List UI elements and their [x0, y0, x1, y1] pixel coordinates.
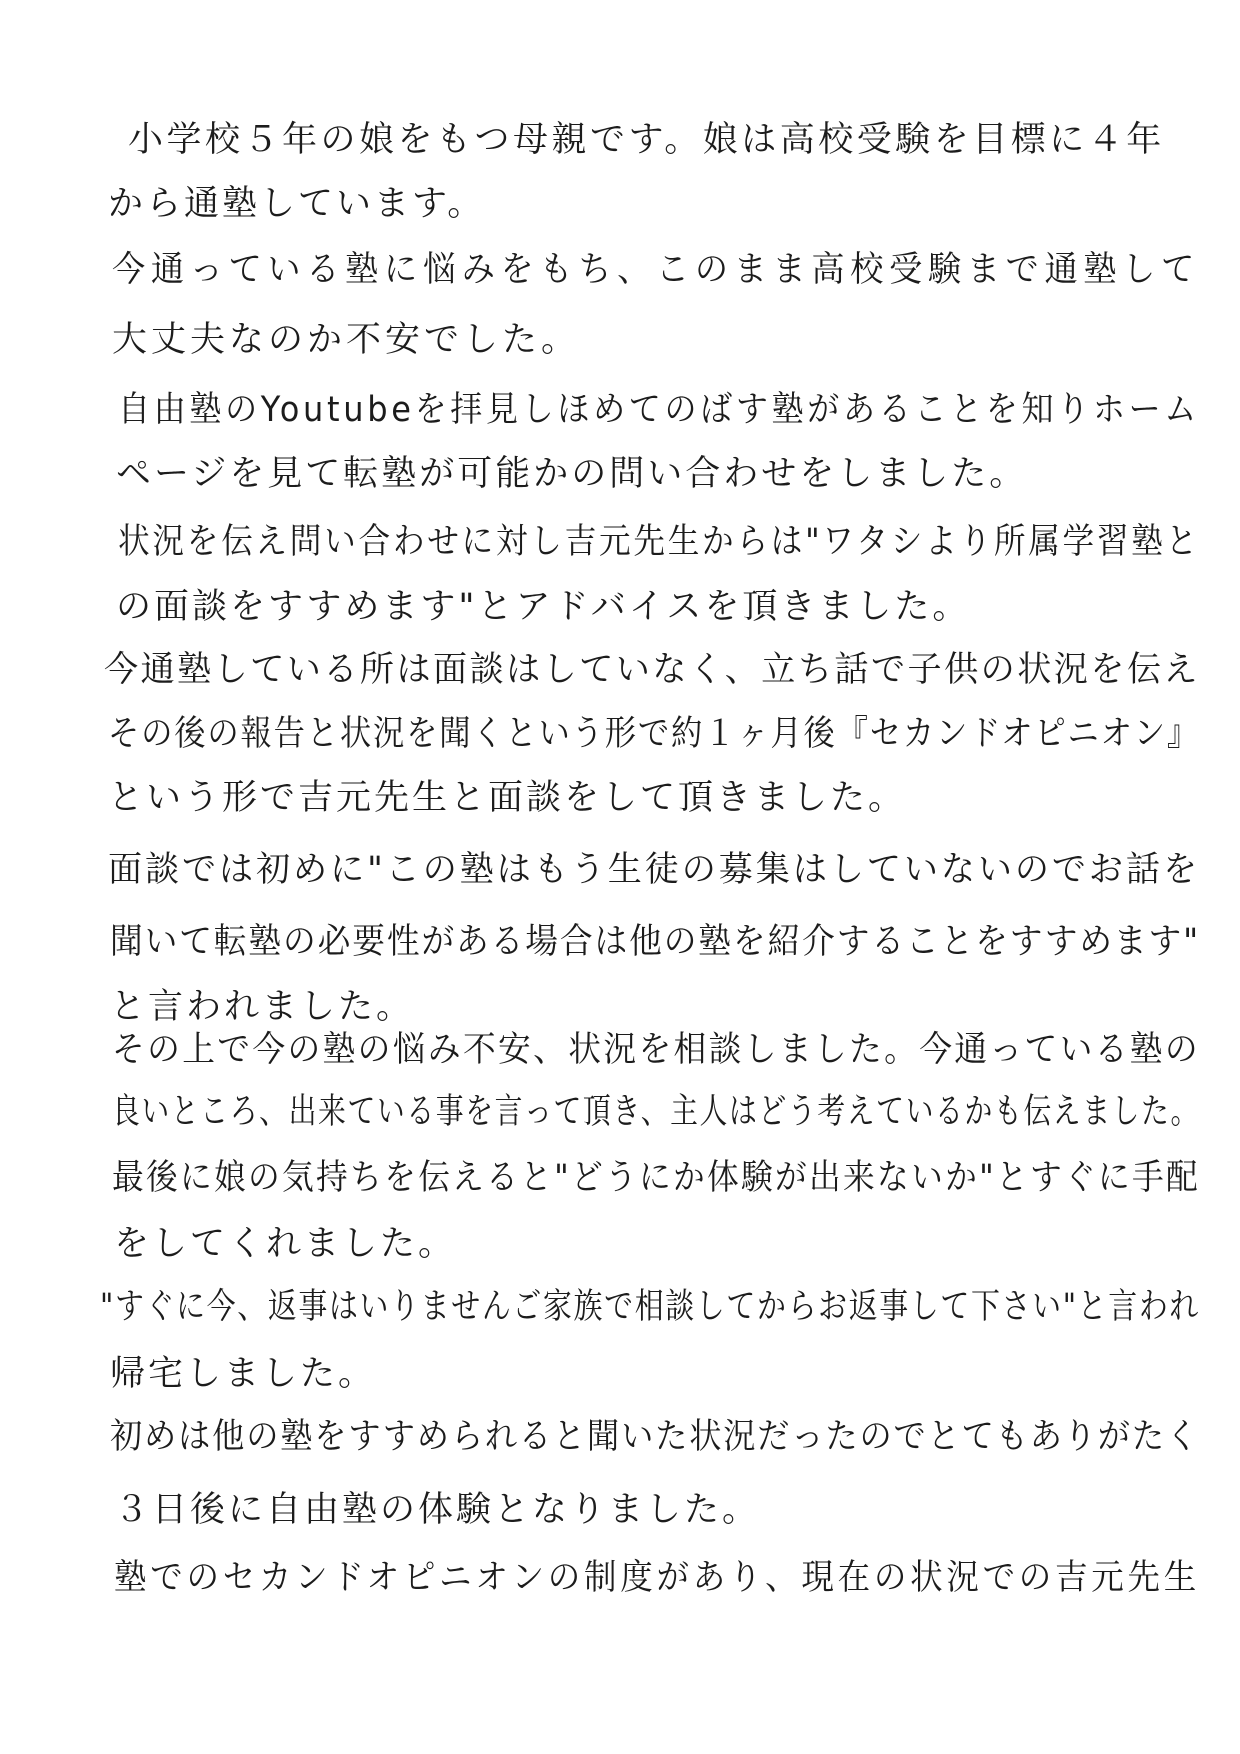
letter-line: 自由塾のYoutubeを拝見しほめてのばす塾があることを知りホーム: [118, 390, 1201, 430]
letter-line: ページを見て転塾が可能かの問い合わせをしました。: [116, 454, 1028, 494]
letter-line: 今通塾している所は面談はしていなく、立ち話で子供の状況を伝え: [104, 650, 1200, 690]
letter-line: ３日後に自由塾の体験となりました。: [114, 1490, 761, 1530]
letter-line: 帰宅しました。: [110, 1354, 377, 1394]
letter-line: と言われました。: [110, 987, 415, 1027]
letter-line: "すぐに今、返事はいりませんご家族で相談してからお返事して下さい"と言われ: [100, 1287, 1200, 1327]
letter-line: 面談では初めに"この塾はもう生徒の募集はしていないのでお話を: [108, 850, 1200, 890]
letter-line: をしてくれました。: [114, 1224, 457, 1264]
letter-line: 状況を伝え問い合わせに対し吉元先生からは"ワタシより所属学習塾と: [118, 522, 1200, 562]
letter-line: 聞いて転塾の必要性がある場合は他の塾を紹介することをすすめます": [110, 922, 1201, 962]
letter-line: という形で吉元先生と面談をして頂きました。: [108, 778, 907, 818]
letter-line: 大丈夫なのか不安でした。: [112, 320, 581, 360]
letter-line: 小学校５年の娘をもつ母親です。娘は高校受験を目標に４年: [128, 120, 1165, 160]
letter-line: 良いところ、出来ている事を言って頂き、主人はどう考えているかも伝えました。: [112, 1092, 1200, 1132]
letter-line: その後の報告と状況を聞くという形で約１ヶ月後『セカンドオピニオン』: [108, 714, 1200, 754]
letter-line: その上で今の塾の悩み不安、状況を相談しました。今通っている塾の: [112, 1030, 1200, 1070]
letter-line: から通塾しています。: [108, 184, 486, 224]
letter-line: 塾でのセカンドオピニオンの制度があり、現在の状況での吉元先生: [114, 1558, 1200, 1598]
letter-line: 最後に娘の気持ちを伝えると"どうにか体験が出来ないか"とすぐに手配: [112, 1158, 1201, 1198]
letter-line: 初めは他の塾をすすめられると聞いた状況だったのでとてもありがたく: [110, 1417, 1200, 1457]
letter-line: 今通っている塾に悩みをもち、このまま高校受験まで通塾して: [112, 250, 1200, 290]
letter-line: の面談をすすめます"とアドバイスを頂きました。: [116, 587, 971, 627]
